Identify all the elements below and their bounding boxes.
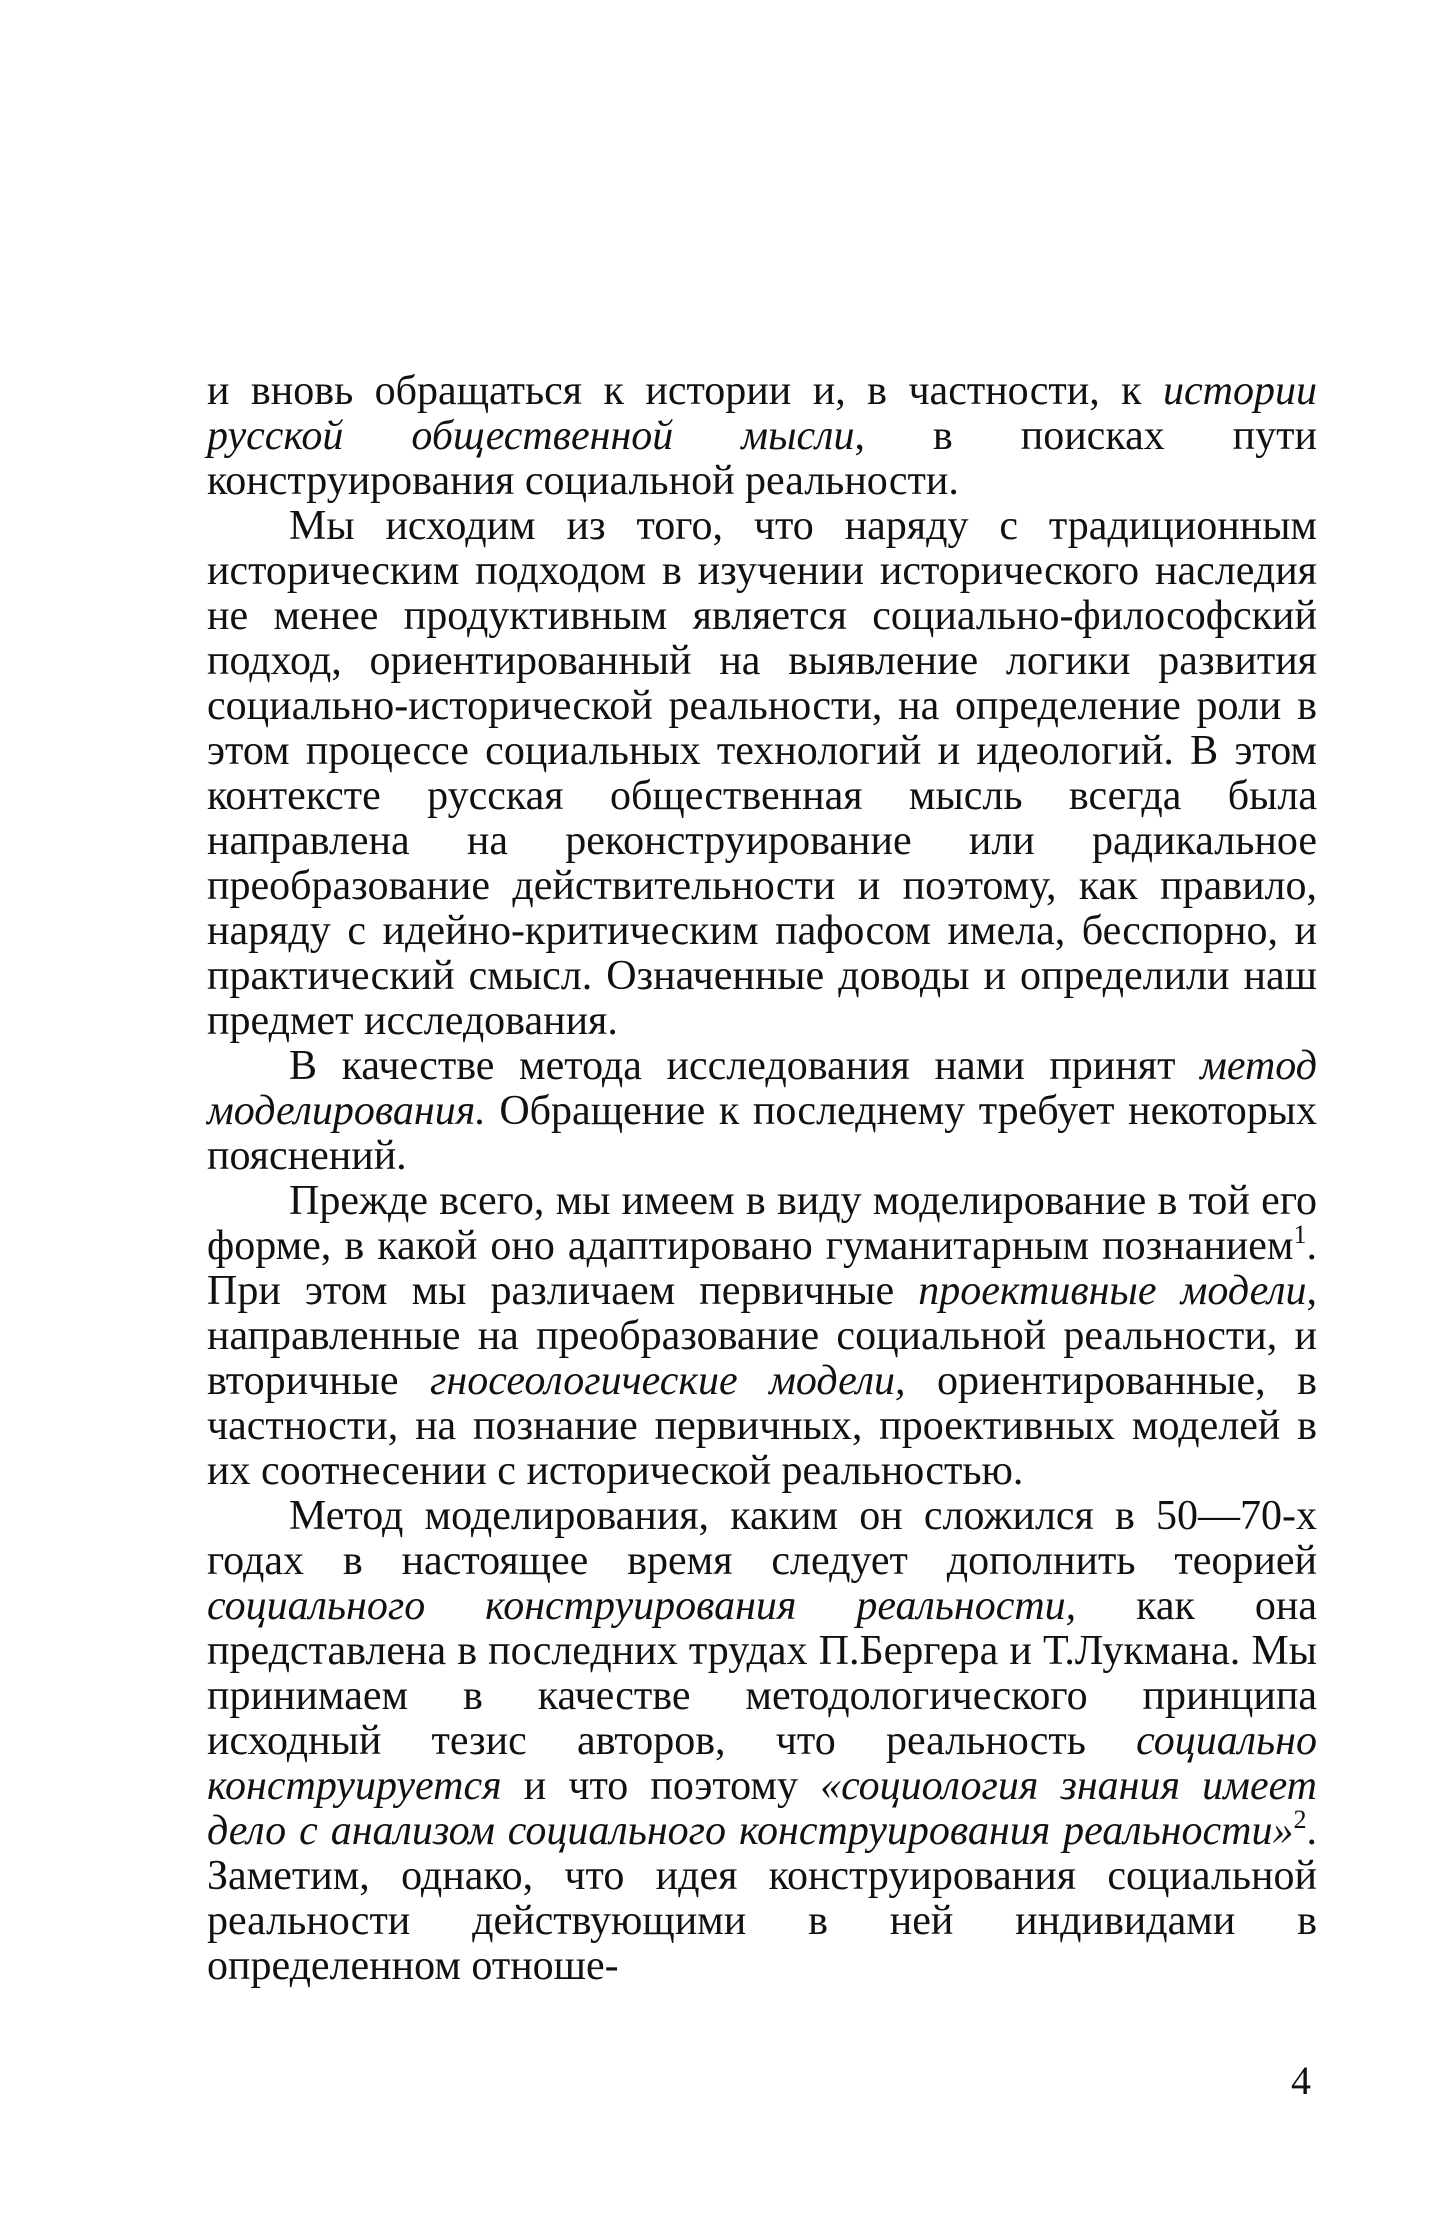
paragraph: Прежде всего, мы имеем в виду моделирование в той его форме, в какой оно адаптировано гуманитарным познанием$^1$. При этом мы различаем первичные проективные модели, направленные на преобразование социальной реальности, и вторичные гносеологические модели, ориентированные, в частности, на познание первичных, проективных моделей в их соотнесении с исторической реальностью. — [207, 1178, 1318, 1494]
paragraph: Метод моделирования, каким он сложился в 50—70-х годах в настоящее время следует дополнить теорией социального конструирования реальности, как она представлена в последних трудах П.Бергера и Т.Лукмана. Мы принимаем в качестве методологического принципа исходный тезис авторов, что реальность социально конструируется и что поэтому «социология знания имеет дело с анализом социального конструирования реальности»$^2$. Заметим, однако, что идея конструирования социальной реальности действующими в ней индивидами в определенном отноше- — [207, 1493, 1318, 1989]
paragraph: Мы исходим из того, что наряду с традиционным историческим подходом в изучении исторического наследия не менее продуктивным является социально-философский подход, ориентированный на выявление логики развития социально-исторической реальности, на определение роли в этом процессе социальных технологий и идеологий. В этом контексте русская общественная мысль всегда была направлена на реконструирование или радикальное преобразование действительности и поэтому, как правило, наряду с идейно-критическим пафосом имела, бесспорно, и практический смысл. Означенные доводы и определили наш предмет исследования. — [207, 503, 1317, 1044]
paragraph: и вновь обращаться к истории и, в частности, к истории русской общественной мысли, в поисках пути конструирования социальной реальности. — [207, 368, 1317, 504]
italic-phrase: метод моделирования. — [207, 1043, 1317, 1134]
body-text — [207, 369, 1317, 1989]
footnote-ref: 2 — [1293, 1805, 1307, 1834]
italic-phrase: истории русской общественной мысли — [207, 368, 1317, 459]
italic-phrase: социально конструируется — [207, 1718, 1317, 1809]
italic-phrase: гносеологические модели, — [430, 1358, 906, 1404]
italic-phrase: проективные модели — [918, 1268, 1307, 1314]
footnote-ref: 1 — [1293, 1220, 1307, 1249]
page-number: 4 — [1291, 2058, 1311, 2103]
italic-phrase: «социология знания имеет дело с анализом социального конструирования реальности» — [207, 1763, 1318, 1854]
paragraph: В качестве метода исследования нами принят метод моделирования. Обращение к последнему требует некоторых пояснений. — [207, 1043, 1317, 1179]
italic-phrase: социального конструирования реальности, — [207, 1583, 1077, 1629]
